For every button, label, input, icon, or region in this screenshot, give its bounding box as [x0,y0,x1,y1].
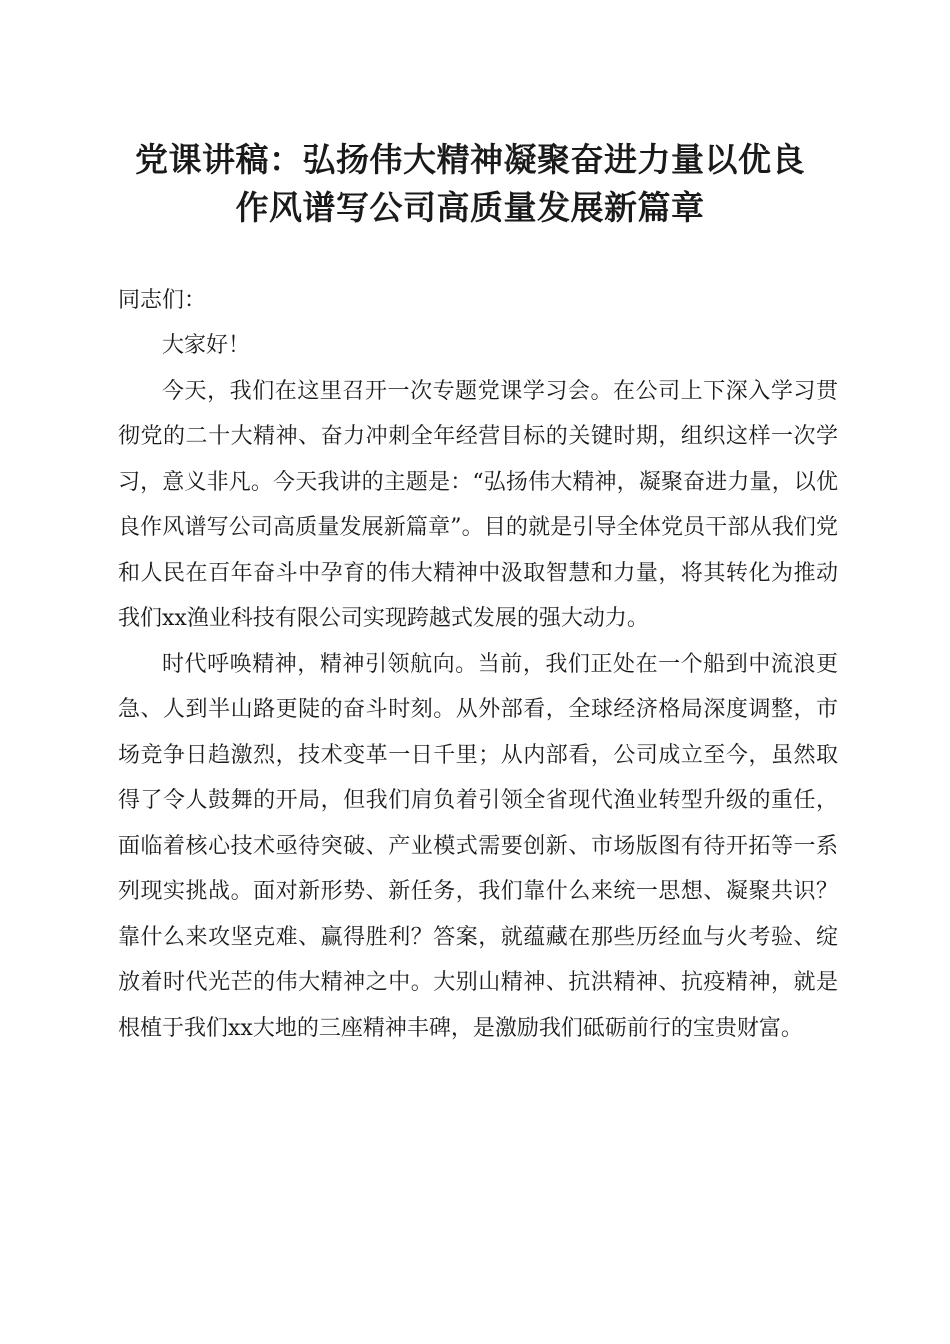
paragraph-context: 时代呼唤精神，精神引领航向。当前，我们正处在一个船到中流浪更急、人到半山路更陡的奋斗时刻。从外部看，全球经济格局深度调整，市场竞争日趋激烈，技术变革一日千里；从内部看，公司成立至今，虽然取得了令人鼓舞的开局，但我们肩负着引领全省现代渔业转型升级的重任，面临着核心技术亟待突破、产业模式需要创新、市场版图有待开拓等一系列现实挑战。面对新形势、新任务，我们靠什么来统一思想、凝聚共识？靠什么来攻坚克难、赢得胜利？答案，就蕴藏在那些历经血与火考验、绽放着时代光芒的伟大精神之中。大别山精神、抗洪精神、抗疫精神，就是根植于我们xx大地的三座精神丰碑，是激励我们砥砺前行的宝贵财富。 [118,651,838,1041]
title-line-1: 党课讲稿：弘扬伟大精神凝聚奋进力量以优良 [135,140,805,179]
salutation: 同志们： [118,288,207,313]
title-line-2: 作风谱写公司高质量发展新篇章 [235,188,705,227]
paragraph-intro: 今天，我们在这里召开一次专题党课学习会。在公司上下深入学习贯彻党的二十大精神、奋力冲刺全年经营目标的关键时期，组织这样一次学习，意义非凡。今天我讲的主题是：“弘扬伟大精神，凝聚奋进力量，以优良作风谱写公司高质量发展新篇章”。目的就是引导全体党员干部从我们党和人民在百年奋斗中孕育的伟大精神中汲取智慧和力量，将其转化为推动我们xx渔业科技有限公司实现跨越式发展的强大动力。 [118,378,838,631]
document-title [110,136,830,232]
paragraph-greeting: 大家好！ [162,333,251,358]
document-body [118,278,838,1051]
